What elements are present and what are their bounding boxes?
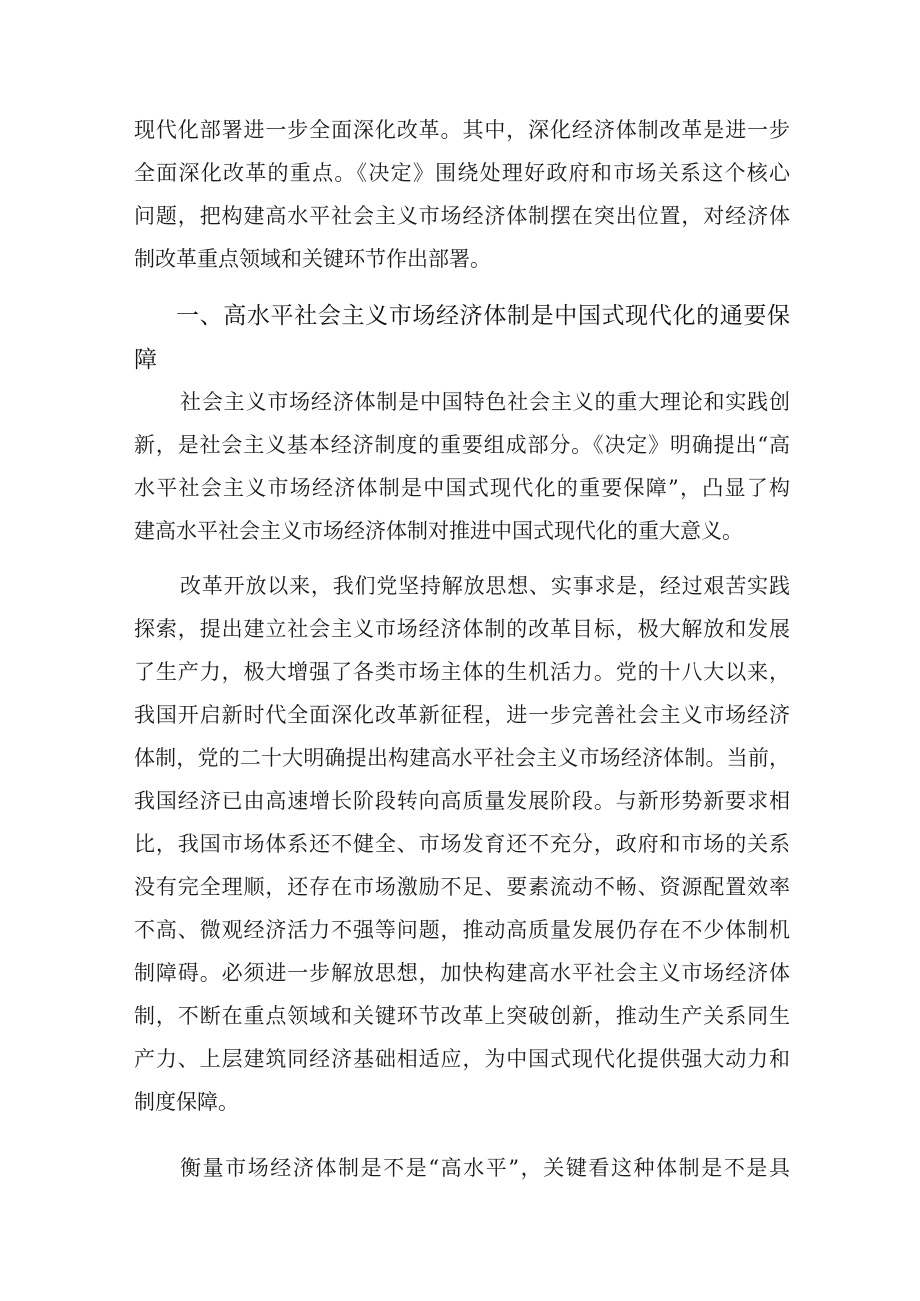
paragraph-1-line-2: 新，是社会主义基本经济制度的重要组成部分。《决定》明确提出“高 xyxy=(134,433,790,457)
paragraph-2-line-12: 产力、上层建筑同经济基础相适应，为中国式现代化提供强大动力和 xyxy=(134,1047,790,1071)
paragraph-2-line-10: 制障碍。必须进一步解放思想，加快构建高水平社会主义市场经济体 xyxy=(134,961,790,985)
intro-line-2: 全面深化改革的重点。《决定》围绕处理好政府和市场关系这个核心 xyxy=(134,161,790,185)
paragraph-1-line-4: 建高水平社会主义市场经济体制对推进中国式现代化的重大意义。 xyxy=(134,519,743,543)
paragraph-2-line-3: 了生产力，极大增强了各类市场主体的生机活力。党的十八大以来， xyxy=(134,660,790,684)
section-heading-line-1: 一、高水平社会主义市场经济体制是中国式现代化的通要保 xyxy=(176,303,790,329)
paragraph-2-line-2: 探索，提出建立社会主义市场经济体制的改革目标，极大解放和发展 xyxy=(134,617,790,641)
section-heading-line-2: 障 xyxy=(134,347,157,373)
paragraph-3-line-1: 衡量市场经济体制是不是“高水平”，关键看这种体制是不是具 xyxy=(180,1156,790,1180)
intro-line-3: 问题，把构建高水平社会主义市场经济体制摆在突出位置，对经济体 xyxy=(134,204,790,228)
paragraph-2-line-6: 我国经济已由高速增长阶段转向高质量发展阶段。与新形势新要求相 xyxy=(134,789,790,813)
paragraph-2-line-5: 体制，党的二十大明确提出构建高水平社会主义市场经济体制。当前， xyxy=(134,746,790,770)
paragraph-1-line-1: 社会主义市场经济体制是中国特色社会主义的重大理论和实践创 xyxy=(180,390,790,414)
intro-line-1: 现代化部署进一步全面深化改革。其中，深化经济体制改革是进一步 xyxy=(134,118,790,142)
paragraph-2-line-13: 制度保障。 xyxy=(134,1090,239,1114)
paragraph-2-line-11: 制，不断在重点领域和关键环节改革上突破创新，推动生产关系同生 xyxy=(134,1004,790,1028)
paragraph-2-line-8: 没有完全理顺，还存在市场激励不足、要素流动不畅、资源配置效率 xyxy=(134,875,790,899)
intro-line-4: 制改革重点领域和关键环节作出部署。 xyxy=(134,247,491,271)
paragraph-2-line-7: 比，我国市场体系还不健全、市场发育还不充分，政府和市场的关系 xyxy=(134,832,790,856)
paragraph-1-line-3: 水平社会主义市场经济体制是中国式现代化的重要保障”，凸显了构 xyxy=(134,476,790,500)
paragraph-2-line-1: 改革开放以来，我们党坚持解放思想、实事求是，经过艰苦实践 xyxy=(180,574,790,598)
paragraph-2-line-9: 不高、微观经济活力不强等问题，推动高质量发展仍存在不少体制机 xyxy=(134,918,790,942)
paragraph-2-line-4: 我国开启新时代全面深化改革新征程，进一步完善社会主义市场经济 xyxy=(134,703,790,727)
